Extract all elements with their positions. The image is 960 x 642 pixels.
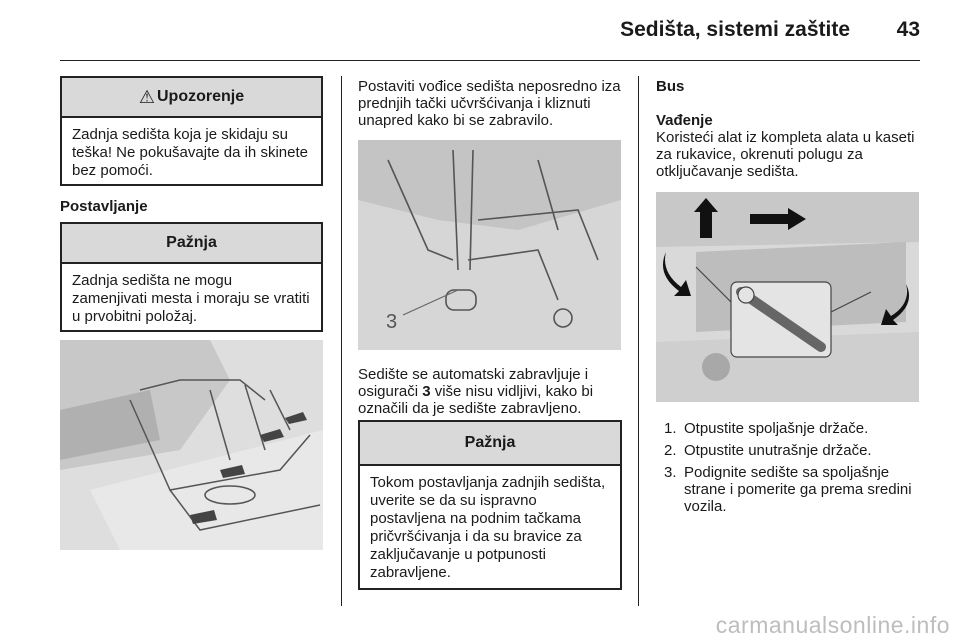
figure-callout-3: 3: [386, 311, 398, 333]
section-title-bus: Bus: [656, 78, 685, 95]
step-number: 3.: [664, 464, 677, 481]
list-item: [656, 464, 926, 515]
caution-box-1-header: [62, 224, 321, 264]
header-rule: [60, 60, 920, 61]
caution-box-1: [60, 222, 323, 332]
seat-guide-closeup-illustration: [358, 140, 621, 350]
step-number: 2.: [664, 442, 677, 459]
list-item: [656, 442, 926, 459]
caution-box-1-text: Zadnja sedišta ne mogu zamenjivati mesta i moraju se vratiti u prvobitni položaj.: [72, 272, 310, 325]
seat-rails-illustration: [60, 340, 323, 550]
lock-text-before: Sedište se automatski zabravljuje i osigurači: [358, 366, 589, 400]
caution-box-1-title: Pažnja: [166, 234, 217, 251]
subsection-title-vadjenje: Vađenje: [656, 112, 713, 129]
warning-box: [60, 76, 323, 186]
caution-box-2-title: Pažnja: [464, 434, 516, 451]
warning-box-text: Zadnja sedišta koja je skidaju su teška! Ne pokušavajte da ih skinete bez pomoći.: [72, 126, 308, 179]
column-divider-right: [638, 76, 639, 606]
caution-box-2-header: [360, 422, 620, 466]
seat-lever-illustration: [656, 192, 919, 402]
page-header-title: Sedišta, sistemi zaštite: [620, 18, 850, 41]
warning-triangle-icon: ⚠: [138, 86, 155, 107]
caution-box-2-text: Tokom postavljanja zadnjih sedišta, uverite se da su ispravno postavljena na podnim tačkama pričvršćivanja i da su bravice za zaključavanje u potpunosti zabravljene.: [370, 474, 606, 581]
removal-intro-text: Koristeći alat iz kompleta alata u kaseti za rukavice, okrenuti polugu za otključavanje sedišta.: [656, 129, 915, 180]
watermark: carmanualsonline.info: [715, 612, 950, 638]
removal-steps-list: [656, 420, 926, 520]
section-title-postavljanje: Postavljanje: [60, 198, 148, 215]
lock-text-number: 3: [422, 383, 431, 400]
step-text: Otpustite spoljašnje držače.: [684, 420, 869, 437]
warning-box-title: Upozorenje: [157, 88, 245, 105]
lock-description-text: [358, 366, 624, 417]
step-number: 1.: [664, 420, 677, 437]
step-text: Otpustite unutrašnje držače.: [684, 442, 872, 459]
list-item: [656, 420, 926, 437]
install-instructions-text: Postaviti vođice sedišta neposredno iza prednjih tački učvršćivanja i kliznuti unapred kako bi se zabravilo.: [358, 78, 621, 129]
step-text: Podignite sedište sa spoljašnje strane i pomerite ga prema sredini vozila.: [684, 464, 912, 515]
page-number: 43: [896, 18, 920, 41]
caution-box-2: [358, 420, 622, 590]
column-divider-left: [341, 76, 342, 606]
warning-box-header: [62, 78, 321, 118]
lock-text-after: više nisu vidljivi, kako bi označili da je sedište zabravljeno.: [358, 383, 594, 417]
